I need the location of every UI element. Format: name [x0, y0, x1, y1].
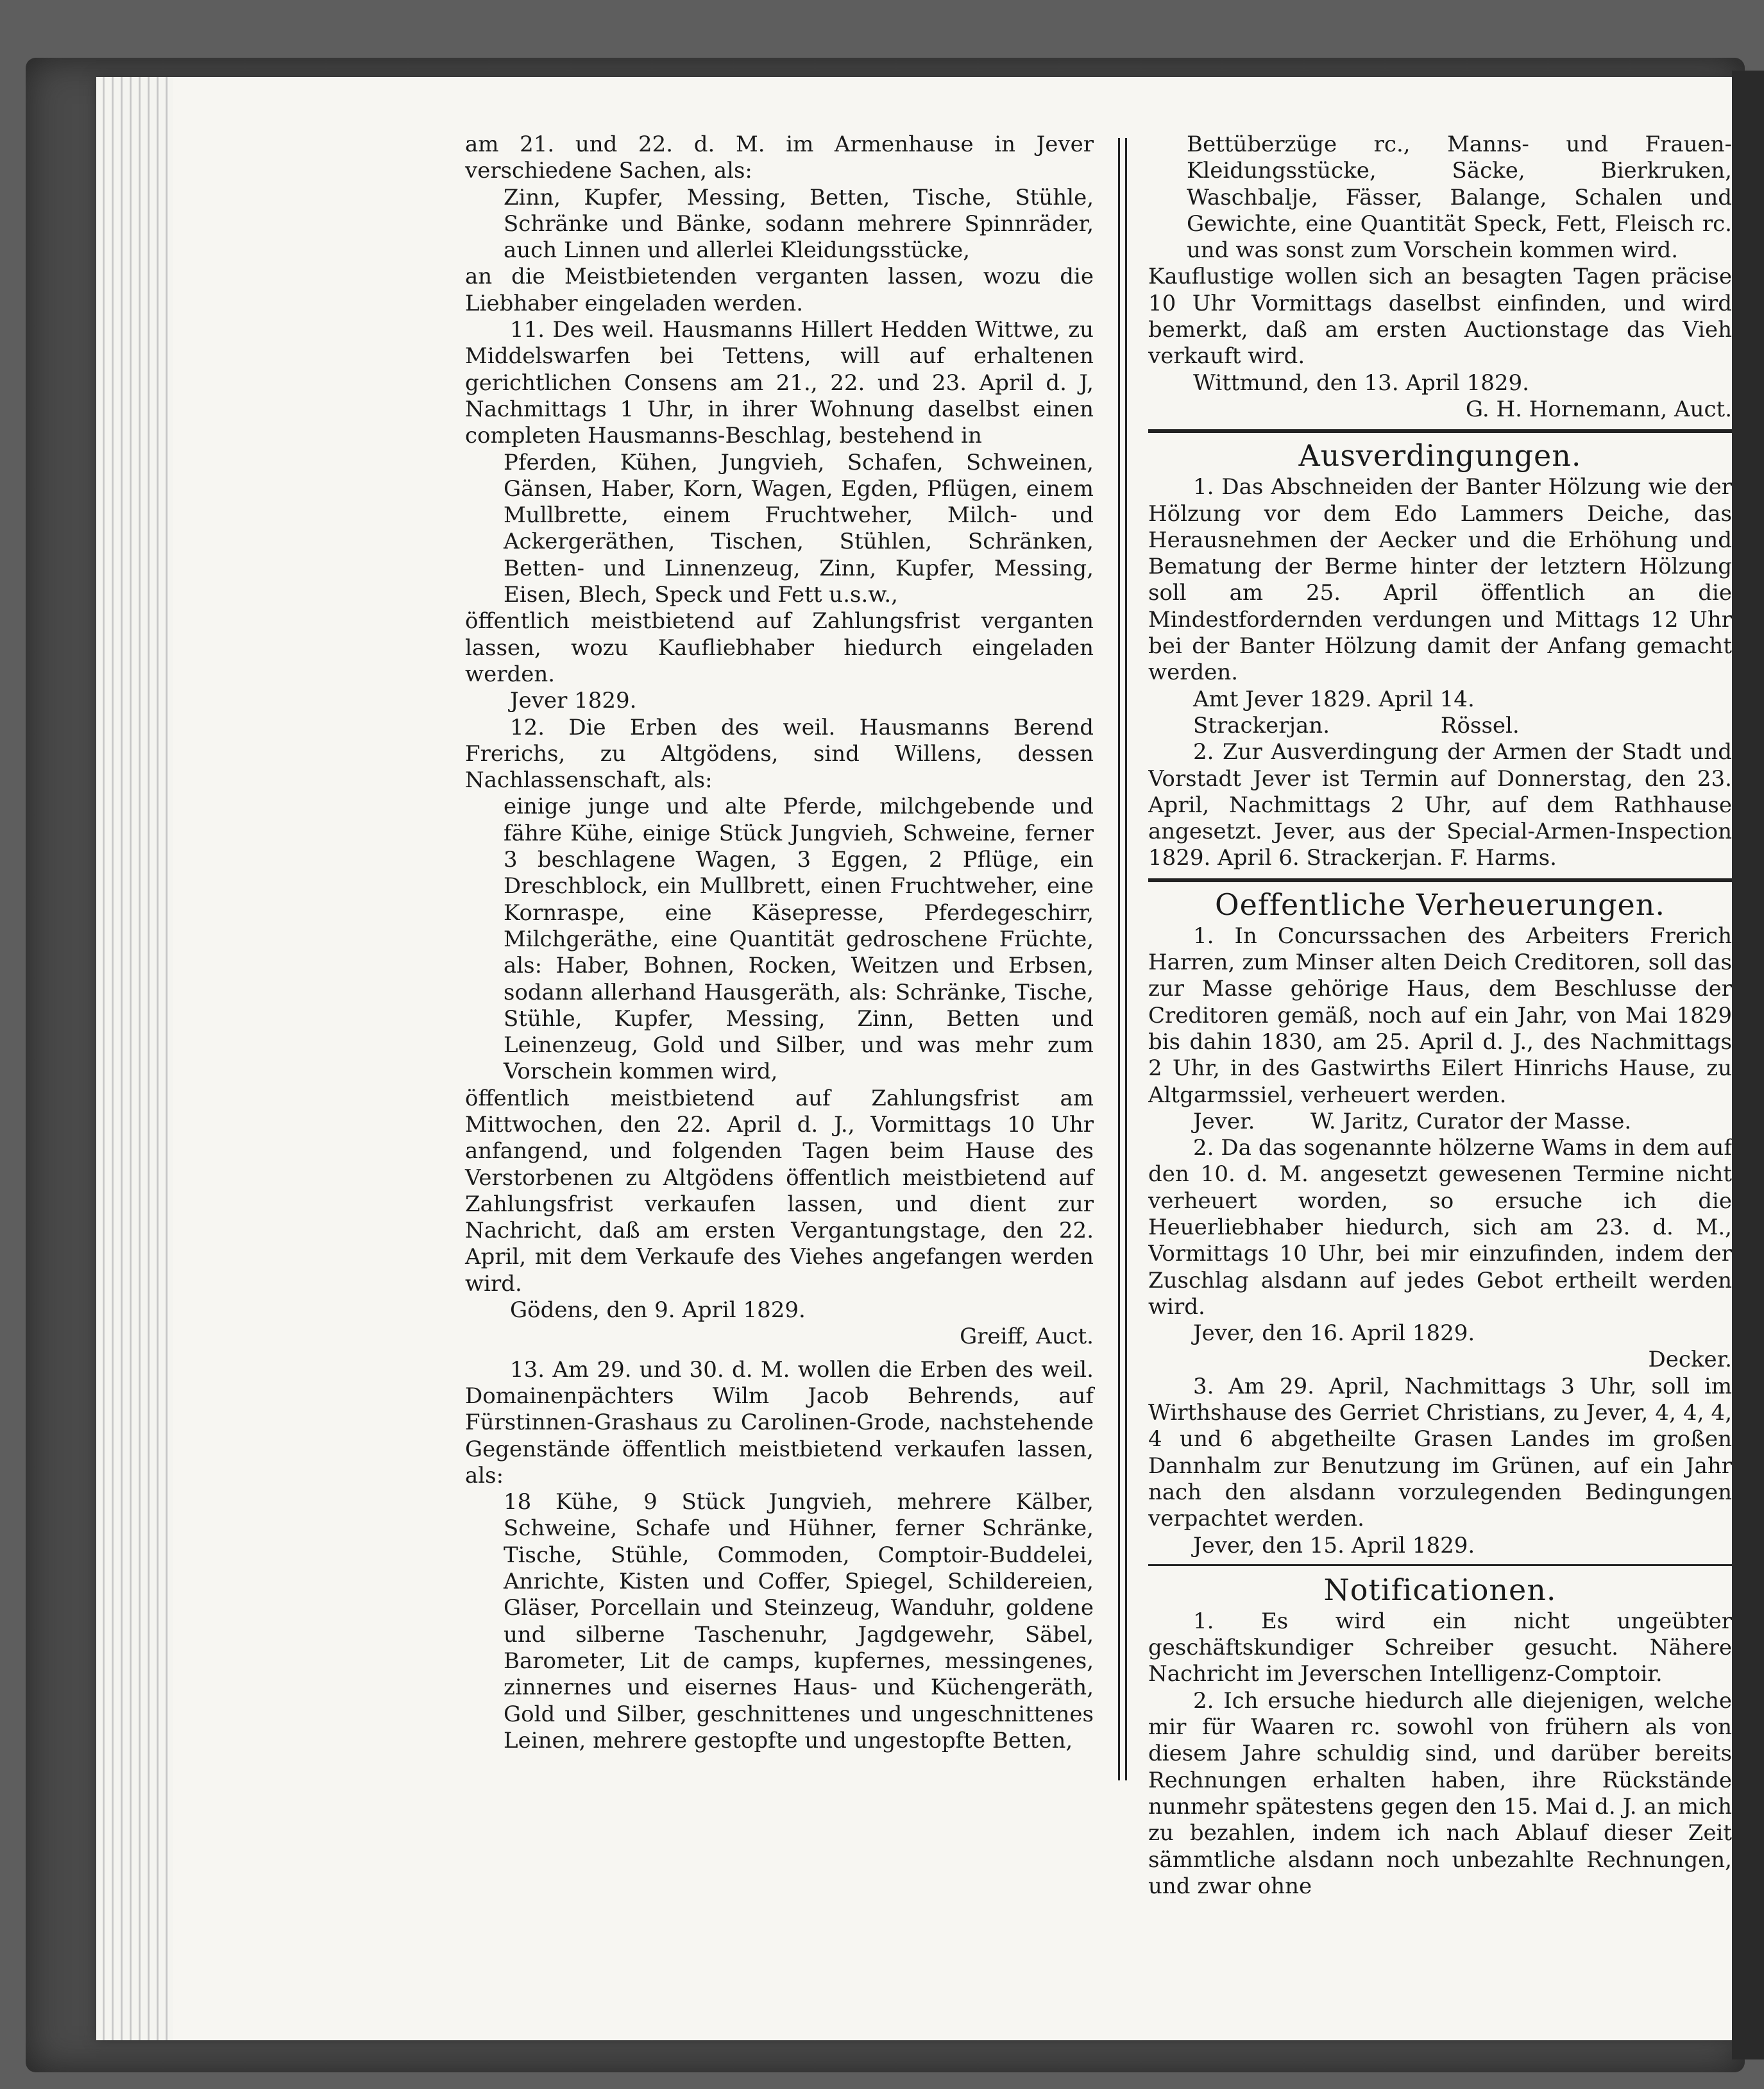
ausverdingung-1: 1. Das Abschneiden der Banter Hölzung wie der Hölzung vor dem Edo Lammers Deiche, das Herausnehmen der Aecker und die Erhöhung und Bematung der Berme hinter der letztern Hölzung soll am 25. April öffentlich an die Mindestfordernden verdungen und Mittags 12 Uhr bei der Banter Hölzung damit der Anfang gemacht werden. — [1148, 474, 1732, 686]
section-rule — [1148, 429, 1732, 433]
section-rule — [1148, 878, 1732, 882]
right-column — [1148, 132, 1732, 1900]
notice-13-signature: Wittmund, den 13. April 1829. — [1193, 370, 1529, 396]
notice-10-items: Zinn, Kupfer, Messing, Betten, Tische, Stühle, Schränke und Bänke, sodann mehrere Spinnräder, auch Linnen und allerlei Kleidungsstücke, — [504, 184, 1094, 264]
heading-verheuerungen: Oeffentliche Verheuerungen. — [1214, 887, 1666, 922]
verheuerung-2-signature: Jever, den 16. April 1829. — [1193, 1320, 1475, 1347]
notice-12: 12. Die Erben des weil. Hausmanns Berend Frerichs, zu Altgödens, sind Willens, dessen Nachlassenschaft, als: — [465, 714, 1094, 794]
notice-11-end: öffentlich meistbietend auf Zahlungsfrist verganten lassen, wozu Kaufliebhaber hiedurch eingeladen werden. — [465, 608, 1094, 687]
notice-12-end: öffentlich meistbietend auf Zahlungsfrist am Mittwochen, den 22. April d. J., Vormittags 10 Uhr anfangend, und folgenden Tagen beim Hause des Verstorbenen zu Altgödens öffentlich meistbietend auf Zahlungsfrist verkaufen lassen, und dient zur Nachricht, daß am ersten Vergantungstage, den 22. April, mit dem Verkaufe des Viehes angefangen werden wird. — [465, 1085, 1094, 1297]
verheuerung-2: 2. Da das sogenannte hölzerne Wams in dem auf den 10. d. M. angesetzt gewesenen Termine nicht verheuert worden, so ersuche ich die Heuerliebhaber hiedurch, sich am 23. d. M., Vormittags 10 Uhr, bei mir einzufinden, indem der Zuschlag alsdann auf jedes Gebot ertheilt werden wird. — [1148, 1135, 1732, 1320]
notice-11: 11. Des weil. Hausmanns Hillert Hedden Wittwe, zu Middelswarfen bei Tettens, will auf erhaltenen gerichtlichen Consens am 21., 22. und 23. April d. J, Nachmittags 1 Uhr, in ihrer Wohnung daselbst einen completen Hausmanns-Beschlag, bestehend in — [465, 317, 1094, 449]
notice-13-items-continued: Bettüberzüge rc., Manns- und Frauen-Kleidungsstücke, Säcke, Bierkruken, Waschbalje, Fässer, Balange, Schalen und Gewichte, eine Quantität Speck, Fett, Fleisch rc. und was sonst zum Vorschein kommen wird. — [1187, 132, 1732, 264]
ausverdingung-1-signature: Amt Jever 1829. April 14. — [1193, 686, 1475, 712]
notice-13-auctioneer: G. H. Hornemann, Auct. — [1465, 396, 1732, 422]
verheuerung-2-name: Decker. — [1648, 1347, 1732, 1373]
column-divider — [1118, 138, 1127, 1780]
right-gutter — [1732, 71, 1764, 2059]
notice-13-end: Kauflustige wollen sich an besagten Tagen präcise 10 Uhr Vormittags daselbst einfinden, und wird bemerkt, daß am ersten Auctionstage das Vieh verkauft wird. — [1148, 264, 1732, 370]
verheuerung-3-signature: Jever, den 15. April 1829. — [1193, 1532, 1475, 1558]
notice-11-items: Pferden, Kühen, Jungvieh, Schafen, Schweinen, Gänsen, Haber, Korn, Wagen, Egden, Pflügen, einem Mullbrette, einem Fruchtweher, Milch- und Ackergeräthen, Tischen, Stühlen, Schränken, Betten- und Linnenzeug, Zinn, Kupfer, Messing, Eisen, Blech, Speck und Fett u.s.w., — [504, 449, 1094, 608]
notification-1: 1. Es wird ein nicht ungeübter geschäftskundiger Schreiber gesucht. Nähere Nachricht im Jeverschen Intelligenz-Comptoir. — [1148, 1608, 1732, 1687]
verheuerung-3: 3. Am 29. April, Nachmittags 3 Uhr, soll im Wirthshause des Gerriet Christians, zu Jever, 4, 4, 4, 4 und 6 abgetheilte Grasen Landes im großen Dannhalm zur Benutzung im Grünen, auf ein Jahr nach den alsdann vorzulegenden Bedingungen verpachtet werden. — [1148, 1373, 1732, 1532]
notice-11-signature: Jever 1829. — [510, 688, 637, 714]
heading-ausverdingungen: Ausverdingungen. — [1298, 438, 1582, 473]
notice-13: 13. Am 29. und 30. d. M. wollen die Erben des weil. Domainenpächters Wilm Jacob Behrends, auf Fürstinnen-Grashaus zu Carolinen-Grode, nachstehende Gegenstände öffentlich meistbietend verkaufen lassen, als: — [465, 1356, 1094, 1488]
notice-10-intro: am 21. und 22. d. M. im Armenhause in Jever verschiedene Sachen, als: — [465, 132, 1094, 184]
notice-12-signature: Gödens, den 9. April 1829. — [510, 1297, 806, 1324]
verheuerung-1: 1. In Concurssachen des Arbeiters Frerich Harren, zum Minser alten Deich Creditoren, soll das zur Masse gehörige Haus, dem Beschlusse der Creditoren gemäß, noch auf ein Jahr, von Mai 1829 bis dahin 1830, am 25. April d. J., des Nachmittags 2 Uhr, in des Gastwirths Eilert Hinrichs Hause, zu Altgarmssiel, verheuert werden. — [1148, 923, 1732, 1108]
section-rule — [1148, 1564, 1732, 1566]
notification-2: 2. Ich ersuche hiedurch alle diejenigen, welche mir für Waaren rc. sowohl von frühern als von diesem Jahre schuldig sind, und darüber bereits Rechnungen erhalten haben, ihre Rückstände nunmehr spätestens gegen den 15. Mai d. J. an mich zu bezahlen, indem ich nach Ablauf dieser Zeit sämmtliche alsdann noch unbezahlte Rechnungen, und zwar ohne — [1148, 1687, 1732, 1899]
left-column — [465, 132, 1094, 1754]
notice-13-items: 18 Kühe, 9 Stück Jungvieh, mehrere Kälber, Schweine, Schafe und Hühner, ferner Schränke, Tische, Stühle, Commoden, Comptoir-Buddelei, Anrichte, Kisten und Coffer, Spiegel, Schildereien, Gläser, Porcellain und Steinzeug, Wanduhr, goldene und silberne Taschenuhr, Jagdgewehr, Säbel, Barometer, Lit de camps, kupfernes, messingenes, zinnernes und eisernes Haus- und Küchengeräth, Gold und Silber, geschnittenes und ungeschnittenes Leinen, mehrere gestopfte und ungestopfte Betten, — [504, 1489, 1094, 1753]
verheuerung-1-signature: Jever. W. Jaritz, Curator der Masse. — [1193, 1108, 1632, 1134]
notice-12-items: einige junge und alte Pferde, milchgebende und fähre Kühe, einige Stück Jungvieh, Schweine, ferner 3 beschlagene Wagen, 3 Eggen, 2 Pflüge, ein Dreschblock, ein Mullbrett, einen Fruchtweher, eine Kornraspe, eine Käsepresse, Pferdegeschirr, Milchgeräthe, eine Quantität gedroschene Früchte, als: Haber, Bohnen, Rocken, Weitzen und Erbsen, sodann allerhand Hausgeräth, als: Schränke, Tische, Stühle, Kupfer, Messing, Zinn, Betten und Leinenzeug, Gold und Silber, und was mehr zum Vorschein kommen wird, — [504, 794, 1094, 1085]
page-edges — [96, 77, 173, 2040]
notice-12-auctioneer: Greiff, Auct. — [960, 1324, 1094, 1350]
ausverdingung-2: 2. Zur Ausverdingung der Armen der Stadt und Vorstadt Jever ist Termin auf Donnerstag, den 23. April, Nachmittags 2 Uhr, auf dem Rathhause angesetzt. Jever, aus der Special-Armen-Inspection 1829. April 6. Strackerjan. F. Harms. — [1148, 739, 1732, 871]
notice-10-end: an die Meistbietenden verganten lassen, wozu die Liebhaber eingeladen werden. — [465, 264, 1094, 316]
ausverdingung-1-names: Strackerjan. Rössel. — [1193, 712, 1520, 738]
heading-notificationen: Notificationen. — [1323, 1572, 1557, 1607]
